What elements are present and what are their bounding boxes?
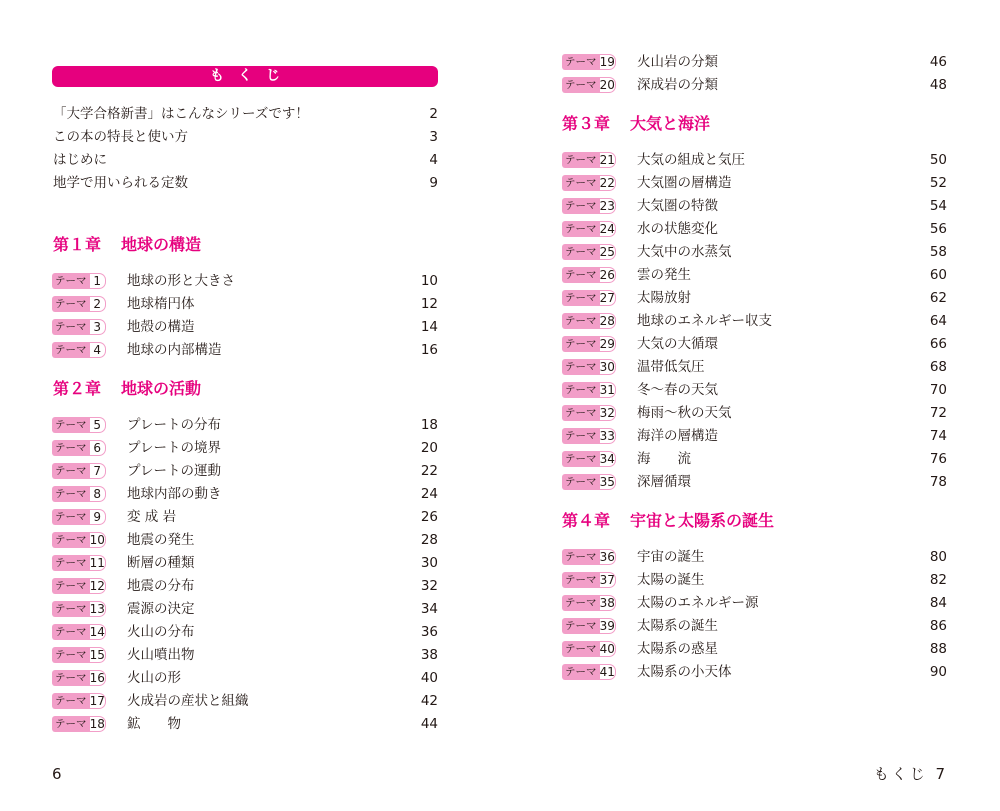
toc-theme-row[interactable] [52, 530, 438, 550]
toc-theme-row[interactable] [562, 403, 947, 423]
toc-title: 大気の大循環 [637, 336, 718, 352]
theme-badge-label: テーマ [562, 198, 600, 214]
toc-title: 太陽系の惑星 [637, 641, 718, 657]
toc-title: 地震の分布 [127, 578, 195, 594]
toc-theme-row[interactable] [52, 576, 438, 596]
toc-page-number: 36 [420, 624, 438, 640]
theme-badge-label: テーマ [562, 451, 600, 467]
toc-theme-row[interactable] [52, 714, 438, 734]
theme-badge-label: テーマ [562, 77, 600, 93]
theme-number: 37 [599, 573, 615, 587]
theme-number: 9 [90, 509, 107, 525]
toc-page-number: 74 [929, 428, 947, 444]
toc-title: 地球の内部構造 [127, 342, 222, 358]
theme-badge [52, 670, 106, 686]
theme-badge-label: テーマ [52, 555, 90, 571]
theme-badge [562, 451, 616, 467]
toc-page-number: 86 [929, 618, 947, 634]
toc-page-number: 22 [420, 463, 438, 479]
toc-page-number: 46 [929, 54, 947, 70]
toc-intro-row[interactable] [53, 150, 438, 170]
toc-page-number: 12 [420, 296, 438, 312]
theme-number: 8 [90, 486, 107, 502]
theme-number: 11 [89, 556, 105, 570]
chapter-label: 第３章 [562, 114, 611, 133]
theme-number: 7 [90, 463, 107, 479]
toc-theme-row[interactable] [562, 52, 947, 72]
theme-badge [52, 273, 106, 289]
toc-theme-row[interactable] [562, 357, 947, 377]
toc-theme-row[interactable] [562, 196, 947, 216]
theme-badge [52, 624, 106, 640]
toc-page-number: 58 [929, 244, 947, 260]
theme-number: 16 [89, 671, 105, 685]
toc-page-number: 38 [420, 647, 438, 663]
theme-number: 23 [599, 199, 615, 213]
toc-theme-row[interactable] [52, 507, 438, 527]
theme-number: 1 [90, 273, 107, 289]
toc-page-number: 76 [929, 451, 947, 467]
theme-badge-label: テーマ [562, 313, 600, 329]
toc-page-number: 48 [929, 77, 947, 93]
toc-page-number: 88 [929, 641, 947, 657]
toc-title: 太陽のエネルギー源 [637, 595, 759, 611]
theme-badge [562, 428, 616, 444]
theme-number: 15 [89, 648, 105, 662]
toc-title: 地殻の構造 [127, 319, 195, 335]
toc-intro-row[interactable] [53, 173, 438, 193]
theme-badge [562, 221, 616, 237]
theme-badge-label: テーマ [562, 405, 600, 421]
theme-badge-label: テーマ [52, 509, 90, 525]
toc-page-number: 82 [929, 572, 947, 588]
theme-badge-label: テーマ [52, 342, 90, 358]
theme-badge [562, 313, 616, 329]
toc-theme-row[interactable] [562, 242, 947, 262]
theme-badge-label: テーマ [52, 670, 90, 686]
toc-page-number: 84 [929, 595, 947, 611]
toc-page-number: 78 [929, 474, 947, 490]
toc-title: 太陽系の誕生 [637, 618, 718, 634]
theme-number: 31 [599, 383, 615, 397]
toc-title: はじめに [53, 152, 107, 168]
theme-badge [52, 417, 106, 433]
toc-title: 鉱 物 [127, 716, 181, 732]
chapter-title: 大気と海洋 [630, 114, 711, 133]
theme-number: 2 [90, 296, 107, 312]
theme-badge-label: テーマ [562, 572, 600, 588]
theme-badge-label: テーマ [562, 549, 600, 565]
theme-badge-label: テーマ [562, 474, 600, 490]
toc-page-number: 64 [929, 313, 947, 329]
toc-theme-row[interactable] [562, 219, 947, 239]
toc-theme-row[interactable] [52, 271, 438, 291]
toc-title: 宇宙の誕生 [637, 549, 705, 565]
theme-number: 41 [599, 665, 615, 679]
toc-title: 温帯低気圧 [637, 359, 705, 375]
theme-number: 30 [599, 360, 615, 374]
toc-theme-row[interactable] [52, 691, 438, 711]
theme-badge-label: テーマ [52, 578, 90, 594]
theme-badge [52, 693, 106, 709]
theme-badge-label: テーマ [562, 244, 600, 260]
toc-title: プレートの境界 [127, 440, 221, 456]
theme-badge [52, 440, 106, 456]
theme-number: 40 [599, 642, 615, 656]
toc-title: 地球内部の動き [127, 486, 222, 502]
theme-number: 5 [90, 417, 107, 433]
theme-badge [52, 319, 106, 335]
toc-title: 「大学合格新書」はこんなシリーズです！ [53, 106, 309, 122]
theme-number: 39 [599, 619, 615, 633]
toc-theme-row[interactable] [52, 599, 438, 619]
toc-title: 太陽の誕生 [637, 572, 705, 588]
toc-page-number: 44 [420, 716, 438, 732]
toc-title: 大気圏の特徴 [637, 198, 718, 214]
theme-number: 36 [599, 550, 615, 564]
theme-badge [52, 578, 106, 594]
theme-badge [52, 555, 106, 571]
toc-theme-row[interactable] [562, 265, 947, 285]
toc-theme-row[interactable] [52, 438, 438, 458]
toc-title: 変 成 岩 [127, 509, 177, 525]
toc-theme-row[interactable] [562, 639, 947, 659]
toc-page-number: 26 [420, 509, 438, 525]
toc-title: 地球楕円体 [127, 296, 195, 312]
theme-badge-label: テーマ [562, 382, 600, 398]
theme-number: 38 [599, 596, 615, 610]
theme-badge [562, 595, 616, 611]
theme-badge [562, 474, 616, 490]
toc-page-number: 54 [929, 198, 947, 214]
toc-page-number: 32 [420, 578, 438, 594]
theme-badge [52, 716, 106, 732]
theme-number: 25 [599, 245, 615, 259]
toc-page-number: 60 [929, 267, 947, 283]
right-page [500, 0, 1000, 811]
theme-number: 32 [599, 406, 615, 420]
theme-number: 13 [89, 602, 105, 616]
toc-theme-row[interactable] [562, 472, 947, 492]
theme-badge-label: テーマ [562, 428, 600, 444]
toc-title: プレートの運動 [127, 463, 221, 479]
page-number-right: もくじ 7 [873, 765, 948, 783]
theme-badge [52, 296, 106, 312]
toc-title: 海 流 [637, 451, 691, 467]
toc-page-number: 50 [929, 152, 947, 168]
theme-badge [562, 290, 616, 306]
theme-badge [562, 641, 616, 657]
toc-title: 震源の決定 [127, 601, 195, 617]
theme-badge-label: テーマ [562, 290, 600, 306]
toc-title: 火成岩の産状と組織 [127, 693, 249, 709]
toc-page-number: 40 [420, 670, 438, 686]
theme-badge-label: テーマ [52, 647, 90, 663]
theme-number: 17 [89, 694, 105, 708]
toc-theme-row[interactable] [562, 426, 947, 446]
chapter-label: 第２章 [53, 379, 102, 398]
theme-number: 10 [89, 533, 105, 547]
toc-title: 地学で用いられる定数 [53, 175, 188, 191]
theme-number: 14 [89, 625, 105, 639]
toc-theme-row[interactable] [52, 645, 438, 665]
toc-title: 大気中の水蒸気 [637, 244, 732, 260]
theme-badge-label: テーマ [562, 221, 600, 237]
toc-page-number: 52 [929, 175, 947, 191]
theme-badge-label: テーマ [52, 716, 90, 732]
theme-badge-label: テーマ [52, 486, 90, 502]
toc-theme-row[interactable] [52, 415, 438, 435]
theme-badge [52, 601, 106, 617]
theme-badge-label: テーマ [52, 532, 90, 548]
theme-badge [562, 198, 616, 214]
chapter-heading[interactable] [53, 234, 201, 256]
chapter-heading[interactable] [53, 378, 201, 400]
theme-badge [562, 618, 616, 634]
toc-title: この本の特長と使い方 [53, 129, 188, 145]
toc-title: 大気の組成と気圧 [637, 152, 745, 168]
toc-title: 火山の形 [127, 670, 181, 686]
theme-number: 26 [599, 268, 615, 282]
chapter-title: 地球の活動 [121, 379, 202, 398]
theme-badge-label: テーマ [52, 693, 90, 709]
theme-badge-label: テーマ [562, 175, 600, 191]
theme-badge [52, 647, 106, 663]
theme-badge [562, 77, 616, 93]
theme-number: 27 [599, 291, 615, 305]
theme-badge [52, 486, 106, 502]
theme-badge-label: テーマ [562, 595, 600, 611]
theme-badge [52, 532, 106, 548]
toc-page-number: 18 [420, 417, 438, 433]
toc-theme-row[interactable] [52, 668, 438, 688]
toc-theme-row[interactable] [52, 340, 438, 360]
toc-page-number: 72 [929, 405, 947, 421]
toc-page-number: 28 [420, 532, 438, 548]
theme-number: 20 [599, 78, 615, 92]
toc-theme-row[interactable] [562, 311, 947, 331]
toc-theme-row[interactable] [562, 449, 947, 469]
theme-number: 12 [89, 579, 105, 593]
chapter-title: 宇宙と太陽系の誕生 [630, 511, 775, 530]
theme-number: 4 [90, 342, 107, 358]
theme-badge [52, 342, 106, 358]
toc-title: 太陽放射 [637, 290, 691, 306]
toc-title: 火山噴出物 [127, 647, 195, 663]
toc-title: 雲の発生 [637, 267, 691, 283]
theme-badge-label: テーマ [52, 440, 90, 456]
toc-theme-row[interactable] [52, 622, 438, 642]
theme-badge-label: テーマ [52, 296, 90, 312]
toc-title: 大気圏の層構造 [637, 175, 732, 191]
chapter-heading[interactable] [562, 510, 774, 532]
theme-badge [52, 509, 106, 525]
toc-title: 深層循環 [637, 474, 691, 490]
toc-page-number: 80 [929, 549, 947, 565]
theme-badge [562, 382, 616, 398]
theme-number: 29 [599, 337, 615, 351]
toc-title: 地球のエネルギー収支 [637, 313, 772, 329]
toc-title: 火山岩の分類 [637, 54, 718, 70]
toc-theme-row[interactable] [562, 75, 947, 95]
theme-number: 33 [599, 429, 615, 443]
toc-theme-row[interactable] [562, 593, 947, 613]
toc-theme-row[interactable] [562, 570, 947, 590]
toc-title: 太陽系の小天体 [637, 664, 732, 680]
toc-theme-row[interactable] [562, 150, 947, 170]
theme-badge [562, 244, 616, 260]
toc-title: 梅雨～秋の天気 [637, 405, 732, 421]
toc-page-number: 14 [420, 319, 438, 335]
toc-title: 地球の形と大きさ [127, 273, 235, 289]
toc-theme-row[interactable] [562, 334, 947, 354]
toc-title: 海洋の層構造 [637, 428, 718, 444]
toc-title: 水の状態変化 [637, 221, 718, 237]
toc-title: 火山の分布 [127, 624, 195, 640]
theme-badge [562, 664, 616, 680]
toc-page-number: 66 [929, 336, 947, 352]
toc-theme-row[interactable] [562, 173, 947, 193]
toc-theme-row[interactable] [52, 553, 438, 573]
toc-title: 断層の種類 [127, 555, 195, 571]
toc-page-number: 20 [420, 440, 438, 456]
toc-theme-row[interactable] [562, 662, 947, 682]
toc-page-number: 24 [420, 486, 438, 502]
theme-number: 21 [599, 153, 615, 167]
chapter-label: 第１章 [53, 235, 102, 254]
chapter-heading[interactable] [562, 113, 710, 135]
theme-badge [562, 267, 616, 283]
theme-badge-label: テーマ [52, 463, 90, 479]
chapter-title: 地球の構造 [121, 235, 202, 254]
toc-title: 地震の発生 [127, 532, 195, 548]
toc-title: 深成岩の分類 [637, 77, 718, 93]
theme-number: 22 [599, 176, 615, 190]
theme-number: 6 [90, 440, 107, 456]
toc-page-number: 9 [429, 175, 438, 191]
theme-badge-label: テーマ [562, 152, 600, 168]
theme-badge-label: テーマ [562, 267, 600, 283]
theme-badge-label: テーマ [562, 664, 600, 680]
toc-title: プレートの分布 [127, 417, 221, 433]
toc-page-number: 16 [420, 342, 438, 358]
toc-theme-row[interactable] [52, 484, 438, 504]
theme-badge [562, 152, 616, 168]
contents-banner: もくじ [52, 66, 438, 87]
theme-badge-label: テーマ [562, 618, 600, 634]
toc-theme-row[interactable] [52, 294, 438, 314]
toc-page-number: 90 [929, 664, 947, 680]
toc-page-number: 34 [420, 601, 438, 617]
theme-number: 28 [599, 314, 615, 328]
theme-badge [562, 549, 616, 565]
theme-number: 18 [89, 717, 105, 731]
theme-badge-label: テーマ [562, 641, 600, 657]
theme-badge [562, 336, 616, 352]
theme-number: 24 [599, 222, 615, 236]
toc-title: 冬～春の天気 [637, 382, 718, 398]
toc-page-number: 10 [420, 273, 438, 289]
toc-page-number: 62 [929, 290, 947, 306]
toc-page-number: 70 [929, 382, 947, 398]
theme-badge-label: テーマ [562, 54, 600, 70]
toc-page-number: 30 [420, 555, 438, 571]
theme-badge-label: テーマ [52, 273, 90, 289]
toc-theme-row[interactable] [562, 288, 947, 308]
toc-theme-row[interactable] [562, 616, 947, 636]
chapter-label: 第４章 [562, 511, 611, 530]
theme-number: 34 [599, 452, 615, 466]
theme-badge [562, 359, 616, 375]
toc-theme-row[interactable] [562, 547, 947, 567]
toc-page-number: 68 [929, 359, 947, 375]
theme-badge-label: テーマ [562, 359, 600, 375]
toc-intro-row[interactable] [53, 104, 438, 124]
theme-badge [562, 405, 616, 421]
theme-badge [562, 54, 616, 70]
theme-badge-label: テーマ [52, 624, 90, 640]
toc-page-number: 3 [429, 129, 438, 145]
theme-badge [52, 463, 106, 479]
toc-theme-row[interactable] [52, 317, 438, 337]
theme-badge [562, 175, 616, 191]
toc-theme-row[interactable] [52, 461, 438, 481]
toc-intro-row[interactable] [53, 127, 438, 147]
theme-badge-label: テーマ [52, 601, 90, 617]
theme-badge-label: テーマ [52, 319, 90, 335]
page-number-left: 6 [52, 765, 62, 783]
toc-page-number: 56 [929, 221, 947, 237]
toc-page-number: 4 [429, 152, 438, 168]
toc-page-number: 2 [429, 106, 438, 122]
theme-badge-label: テーマ [562, 336, 600, 352]
theme-number: 19 [599, 55, 615, 69]
toc-theme-row[interactable] [562, 380, 947, 400]
theme-number: 35 [599, 475, 615, 489]
theme-badge-label: テーマ [52, 417, 90, 433]
theme-badge [562, 572, 616, 588]
theme-number: 3 [90, 319, 107, 335]
toc-page-number: 42 [420, 693, 438, 709]
